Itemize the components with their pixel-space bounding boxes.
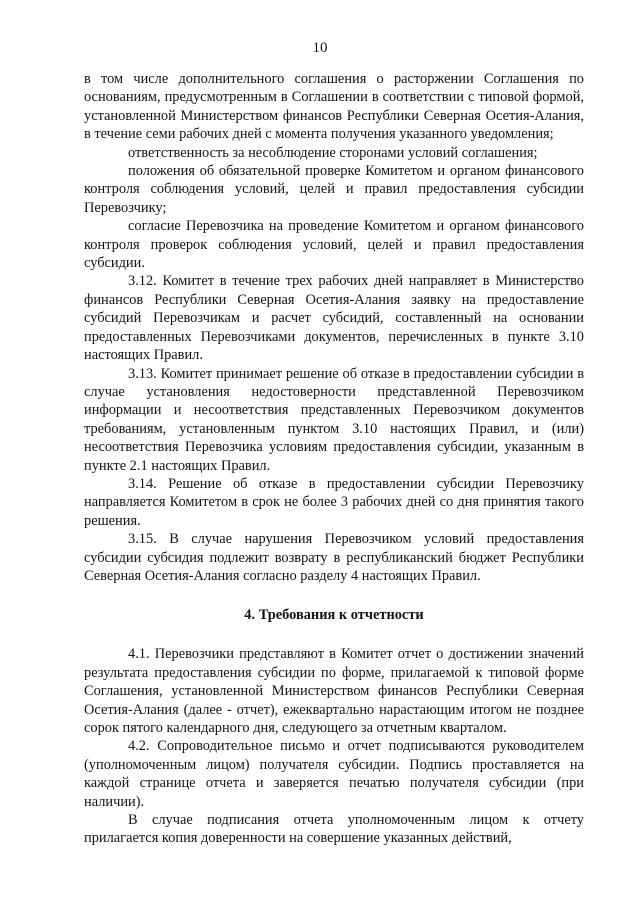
paragraph: 3.15. В случае нарушения Перевозчиком условий предоставления субсидии субсидия подлежит возврату в республиканский бюджет Республики Северная Осетия-Алания согласно разделу 4 настоящих Правил. [84,531,584,584]
paragraph: 3.12. Комитет в течение трех рабочих дней направляет в Министерство финансов Республики Северная Осетия-Алания заявку на предоставление субсидий Перевозчикам и расчет субсидий, составленный на основании предоставленных Перевозчиками документов, перечисленных в пункте 3.10 настоящих Правил. [84,273,584,364]
paragraph: ответственность за несоблюдение сторонами условий соглашения; [128,144,538,161]
section-heading: 4. Требования к отчетности [244,607,424,624]
paragraph: в том числе дополнительного соглашения о расторжении Соглашения по основаниям, предусмотренным в Соглашении в соответствии с типовой формой, установленной Министерством финансов Республики Северная Осетия-Алания, в течение семи рабочих дней с момента получения указанного уведомления; [84,71,584,143]
paragraph: 3.13. Комитет принимает решение об отказе в предоставлении субсидии в случае установления недостоверности представленной Перевозчиком информации и несоответствия представленных Перевозчиком документов требованиям, установленным пунктом 3.10 настоящих Правил, и (или) несоответствия Перевозчика условиям предоставления субсидии, указанным в пункте 2.1 настоящих Правил. [84,365,584,474]
paragraph: положения об обязательной проверке Комитетом и органом финансового контроля соблюдения условий, целей и правил предоставления субсидии Перевозчику; [84,163,584,216]
paragraph: 4.1. Перевозчики представляют в Комитет отчет о достижении значений результата предоставления субсидии по форме, прилагаемой к типовой форме Соглашения, установленной Министерством финансов Республики Северная Осетия-Алания (далее - отчет), ежеквартально нарастающим итогом не позднее сорок пятого календарного дня, следующего за отчетным кварталом. [84,646,584,736]
paragraph: 4.2. Сопроводительное письмо и отчет подписываются руководителем (уполномоченным лицом) получателя субсидии. Подпись проставляется на каждой странице отчета и заверяется печатью получателя субсидии (при наличии). [84,738,584,810]
paragraph: согласие Перевозчика на проведение Комитетом и органом финансового контроля проверок соблюдения условий, целей и правил предоставления субсидии. [84,218,584,272]
page-number: 10 [312,40,328,56]
paragraph: В случае подписания отчета уполномоченным лицом к отчету прилагается копия доверенности на совершение указанных действий, [84,812,584,847]
document-body [84,70,584,848]
paragraph: 3.14. Решение об отказе в предоставлении субсидии Перевозчику направляется Комитетом в срок не более 3 рабочих дней со дня принятия такого решения. [84,475,584,529]
